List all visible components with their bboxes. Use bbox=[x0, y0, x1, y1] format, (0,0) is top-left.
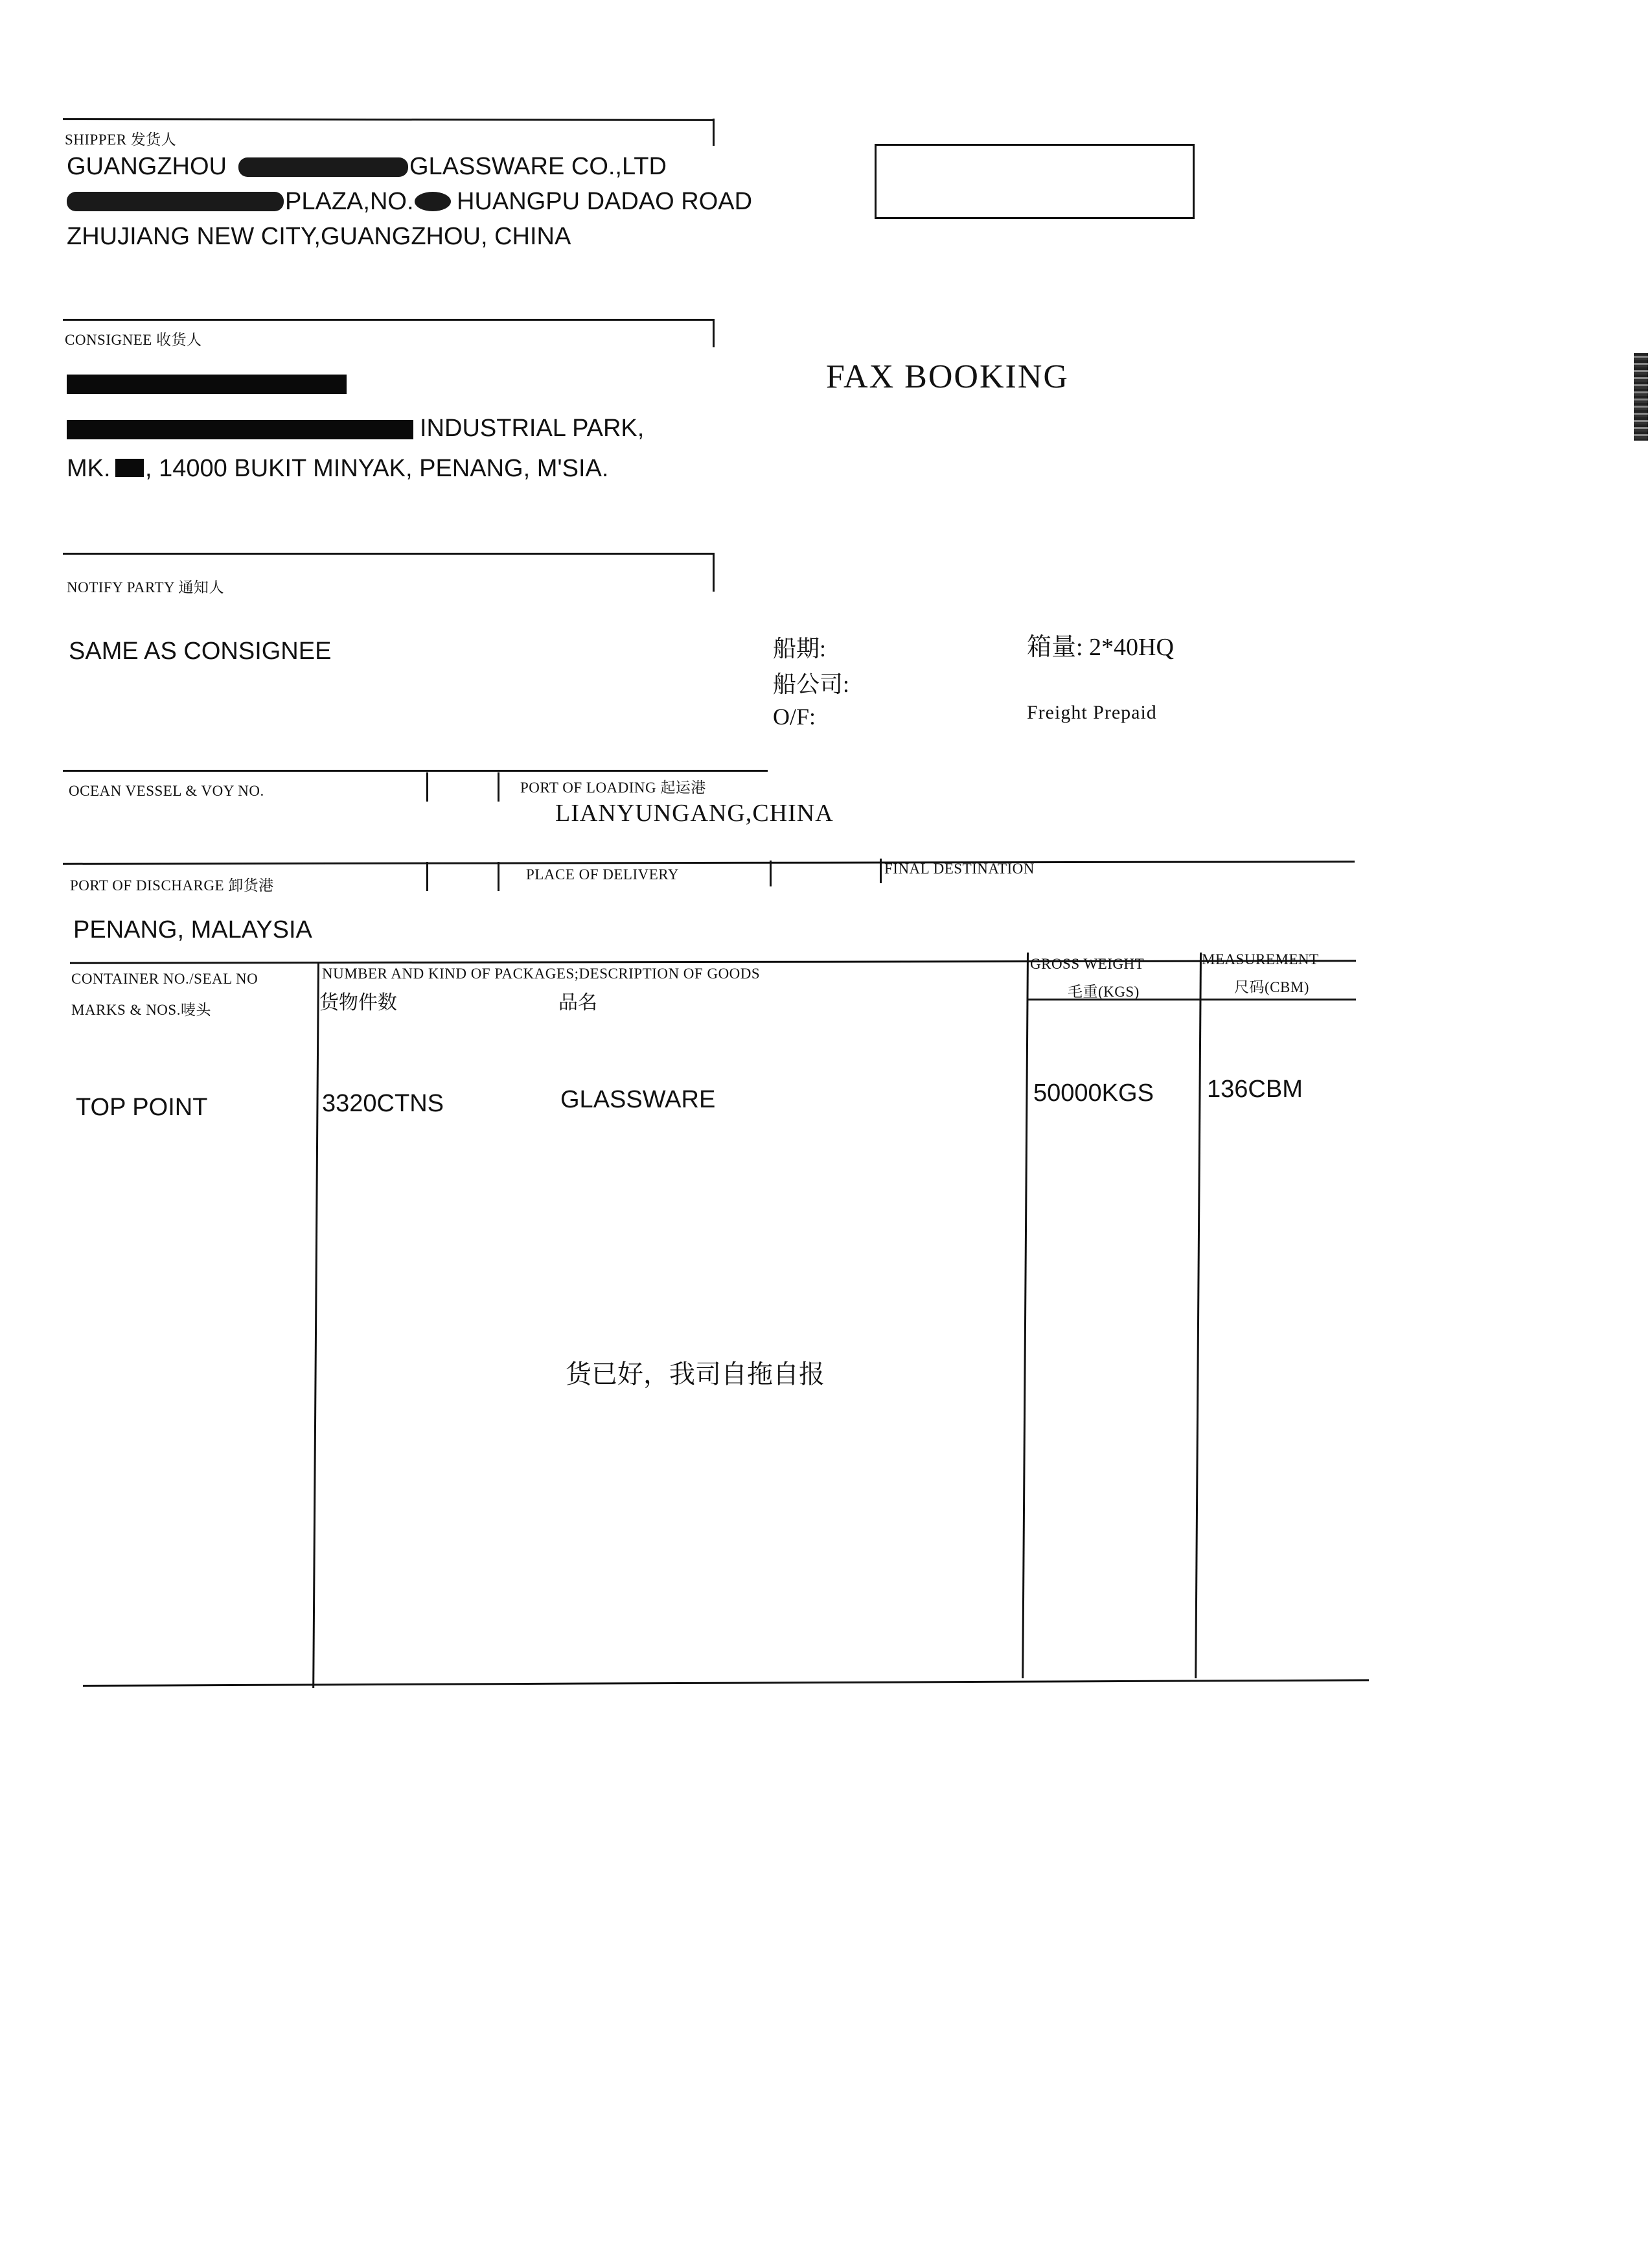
sailing-label: 船期: bbox=[773, 636, 827, 662]
shipper-line2-mid: PLAZA,NO. bbox=[285, 188, 414, 215]
goods-note: 货已好，我司自拖自报 bbox=[566, 1359, 825, 1389]
shipper-line1-prefix: GUANGZHOU bbox=[67, 153, 227, 180]
freight-label: O/F: bbox=[773, 704, 816, 730]
port-of-loading-value: LIANYUNGANG,CHINA bbox=[555, 800, 834, 827]
scan-artifact bbox=[1634, 353, 1648, 441]
consignee-line3-prefix: MK. bbox=[67, 455, 111, 482]
row-goods: GLASSWARE bbox=[560, 1086, 716, 1113]
port-of-discharge-value: PENANG, MALAYSIA bbox=[73, 916, 312, 943]
row-marks: TOP POINT bbox=[76, 1094, 208, 1121]
row-gross-weight: 50000KGS bbox=[1033, 1080, 1154, 1107]
row-packages: 3320CTNS bbox=[322, 1090, 444, 1117]
column-divider bbox=[1195, 953, 1202, 1678]
shipper-line3: ZHUJIANG NEW CITY,GUANGZHOU, CHINA bbox=[67, 223, 571, 250]
column-divider bbox=[1022, 953, 1029, 1678]
final-destination-label: FINAL DESTINATION bbox=[884, 861, 1035, 877]
col-header-packages: NUMBER AND KIND OF PACKAGES;DESCRIPTION OF GOODS bbox=[322, 966, 761, 982]
table-top-border bbox=[70, 960, 1356, 964]
shipper-line1-suffix: GLASSWARE CO.,LTD bbox=[409, 153, 667, 180]
shipper-line2-suffix: HUANGPU DADAO ROAD bbox=[457, 188, 753, 215]
redaction-mark bbox=[415, 192, 451, 211]
notify-value: SAME AS CONSIGNEE bbox=[69, 638, 332, 665]
notify-label: NOTIFY PARTY 通知人 bbox=[67, 579, 225, 596]
table-bottom-border bbox=[83, 1679, 1369, 1687]
col-header-gross-weight-unit: 毛重(KGS) bbox=[1068, 984, 1140, 1000]
ocean-vessel-label: OCEAN VESSEL & VOY NO. bbox=[69, 783, 264, 799]
redaction-mark bbox=[238, 157, 408, 177]
col-header-container: CONTAINER NO./SEAL NO bbox=[71, 971, 258, 987]
col-header-goods-cn: 品名 bbox=[558, 992, 597, 1013]
col-header-measurement-unit: 尺码(CBM) bbox=[1234, 979, 1309, 995]
col-header-measurement: MEASUREMENT bbox=[1202, 951, 1319, 967]
consignee-line2-suffix: INDUSTRIAL PARK, bbox=[420, 415, 645, 442]
redaction-mark bbox=[115, 459, 144, 477]
col-header-gross-weight: GROSS WEIGHT bbox=[1030, 956, 1145, 972]
freight-terms: Freight Prepaid bbox=[1027, 702, 1157, 723]
redaction-mark bbox=[67, 420, 413, 439]
page-title: FAX BOOKING bbox=[826, 358, 1069, 395]
stamp-box bbox=[875, 144, 1195, 219]
column-divider bbox=[312, 962, 319, 1688]
col-header-packages-cn: 货物件数 bbox=[319, 992, 397, 1013]
carrier-label: 船公司: bbox=[773, 671, 850, 697]
redaction-mark bbox=[67, 375, 347, 394]
shipper-label: SHIPPER 发货人 bbox=[65, 132, 177, 148]
row-measurement: 136CBM bbox=[1207, 1076, 1303, 1103]
port-of-loading-label: PORT OF LOADING 起运港 bbox=[520, 780, 706, 796]
container-qty: 箱量: 2*40HQ bbox=[1027, 634, 1174, 661]
place-of-delivery-label: PLACE OF DELIVERY bbox=[526, 866, 679, 883]
port-of-discharge-label: PORT OF DISCHARGE 卸货港 bbox=[70, 877, 274, 894]
redaction-mark bbox=[67, 192, 284, 211]
col-header-marks: MARKS & NOS.唛头 bbox=[71, 1002, 211, 1018]
consignee-label: CONSIGNEE 收货人 bbox=[65, 332, 202, 348]
consignee-line3-suffix: , 14000 BUKIT MINYAK, PENANG, M'SIA. bbox=[145, 455, 609, 482]
